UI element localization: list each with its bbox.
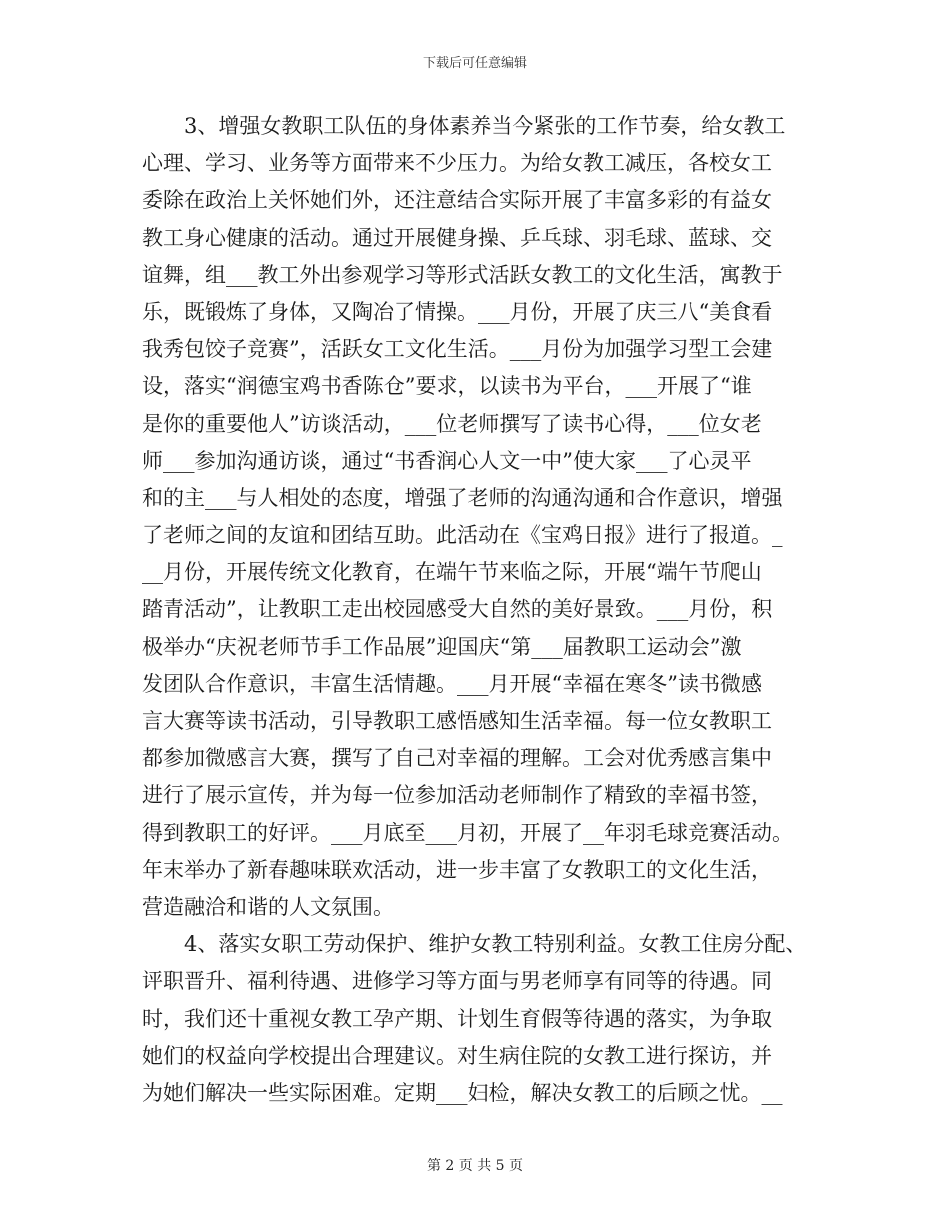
text-line: 谊舞，组___教工外出参观学习等形式活跃女教工的文化生活，寓教于 [142,262,783,287]
text-line: 4、落实女职工劳动保护、维护女教工特别利益。女教工住房分配、 [184,932,807,957]
page-header: 下载后可任意编辑 [422,56,527,71]
text-line: 是你的重要他人”访谈活动，___位老师撰写了读书心得，___位女老 [142,411,762,436]
page-number: 第 2 页 共 5 页 [426,1158,524,1174]
text-line: 得到教职工的好评。___月底至___月初，开展了__年羽毛球竞赛活动。 [142,820,793,845]
document-body [142,108,812,1112]
text-line: 评职晋升、福利待遇、进修学习等方面与男老师享有同等的待遇。同 [142,969,772,994]
text-line: 为她们解决一些实际困难。定期___妇检，解决女教工的后顾之忧。__ [142,1080,783,1105]
text-line: 极举办“庆祝老师节手工作品展”迎国庆“第___届教职工运动会”激 [142,634,742,659]
text-line: 师___参加沟通访谈，通过“书香润心人文一中”使大家___了心灵平 [142,448,752,473]
text-line: 教工身心健康的活动。通过开展健身操、乒乓球、羽毛球、蓝球、交 [142,225,772,250]
text-line: 发团队合作意识，丰富生活情趣。___月开展“幸福在寒冬”读书微感 [142,671,762,696]
text-line: 年末举办了新春趣味联欢活动，进一步丰富了女教职工的文化生活， [142,857,772,882]
text-line: 都参加微感言大赛，撰写了自己对幸福的理解。工会对优秀感言集中 [142,746,772,771]
text-line: 营造融洽和谐的人文氛围。 [142,894,394,919]
text-line: 时，我们还十重视女教工孕产期、计划生育假等待遇的落实，为争取 [142,1006,772,1031]
text-line: 3、增强女教职工队伍的身体素养当今紧张的工作节奏，给女教工 [184,114,786,138]
text-line: 乐，既锻炼了身体，又陶冶了情操。___月份，开展了庆三八“美食看 [142,299,773,324]
text-line: 进行了展示宣传，并为每一位参加活动老师制作了精致的幸福书签， [142,783,772,808]
text-line: 心理、学习、业务等方面带来不少压力。为给女教工减压，各校女工 [142,151,772,176]
text-line: 我秀包饺子竞赛”，活跃女工文化生活。___月份为加强学习型工会建 [142,337,773,362]
text-line: __月份，开展传统文化教育，在端午节来临之际，开展“端午节爬山 [142,560,762,585]
text-line: 言大赛等读书活动，引导教职工感悟感知生活幸福。每一位女教职工 [142,709,772,733]
text-line: 了老师之间的友谊和团结互助。此活动在《宝鸡日报》进行了报道。_ [142,523,783,548]
text-line: 和的主___与人相处的态度，增强了老师的沟通沟通和合作意识，增强 [142,485,783,510]
paragraph-3 [142,108,812,926]
text-line: 她们的权益向学校提出合理建议。对生病住院的女教工进行探访，并 [142,1043,772,1068]
paragraph-4 [142,926,812,1112]
text-line: 踏青活动”，让教职工走出校园感受大自然的美好景致。___月份，积 [142,597,773,622]
text-line: 委除在政治上关怀她们外，还注意结合实际开展了丰富多彩的有益女 [142,188,772,213]
text-line: 设，落实“润德宝鸡书香陈仓”要求，以读书为平台，___开展了“谁 [142,374,752,399]
